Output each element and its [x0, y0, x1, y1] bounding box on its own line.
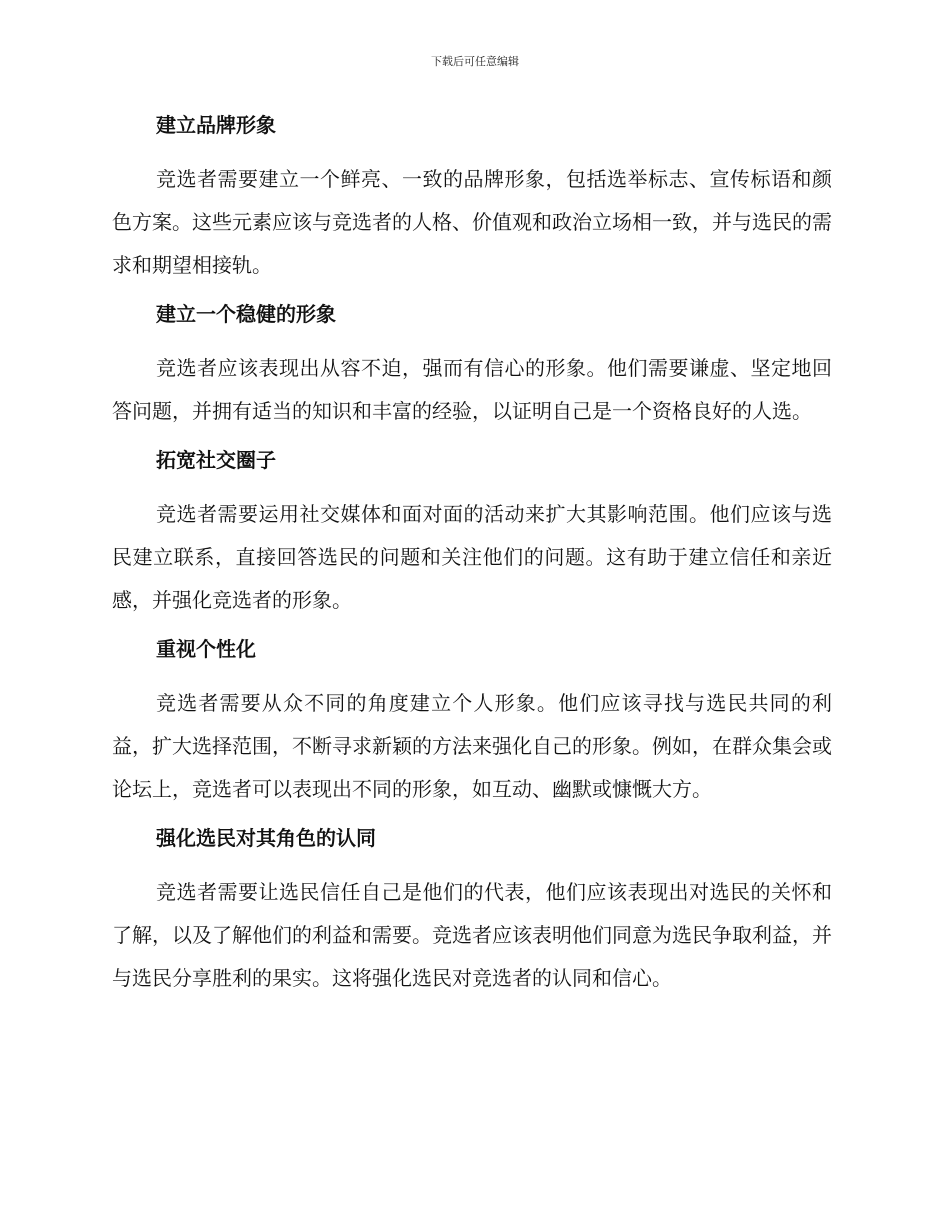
- section-social-circle: [112, 445, 832, 622]
- section-title: 强化选民对其角色的认同: [156, 826, 376, 850]
- section-paragraph: 竞选者需要运用社交媒体和面对面的活动来扩大其影响范围。他们应该与选民建立联系，直接回答选民的问题和关注他们的问题。这有助于建立信任和亲近感，并强化竞选者的形象。: [112, 502, 832, 612]
- section-title: 重视个性化: [156, 637, 256, 661]
- section-paragraph: 竞选者需要从众不同的角度建立个人形象。他们应该寻找与选民共同的利益，扩大选择范围，不断寻求新颖的方法来强化自己的形象。例如，在群众集会或论坛上，竞选者可以表现出不同的形象，如互动、幽默或慷慨大方。: [112, 691, 832, 801]
- section-paragraph: 竞选者需要让选民信任自己是他们的代表，他们应该表现出对选民的关怀和了解，以及了解他们的利益和需要。竞选者应该表明他们同意为选民争取利益，并与选民分享胜利的果实。这将强化选民对竞选者的认同和信心。: [112, 880, 832, 990]
- section-brand-image: [112, 110, 832, 287]
- section-paragraph: 竞选者应该表现出从容不迫，强而有信心的形象。他们需要谦虚、坚定地回答问题，并拥有适当的知识和丰富的经验，以证明自己是一个资格良好的人选。: [112, 356, 832, 423]
- document-body: [112, 110, 832, 1012]
- section-paragraph: 竞选者需要建立一个鲜亮、一致的品牌形象，包括选举标志、宣传标语和颜色方案。这些元素应该与竞选者的人格、价值观和政治立场相一致，并与选民的需求和期望相接轨。: [112, 167, 832, 277]
- section-voter-identification: [112, 823, 832, 1000]
- page-header: 下载后可任意编辑: [431, 55, 519, 68]
- section-title: 建立一个稳健的形象: [156, 302, 336, 326]
- section-steady-image: [112, 299, 832, 433]
- section-title: 拓宽社交圈子: [156, 448, 276, 472]
- section-personalization: [112, 634, 832, 811]
- section-title: 建立品牌形象: [156, 113, 276, 137]
